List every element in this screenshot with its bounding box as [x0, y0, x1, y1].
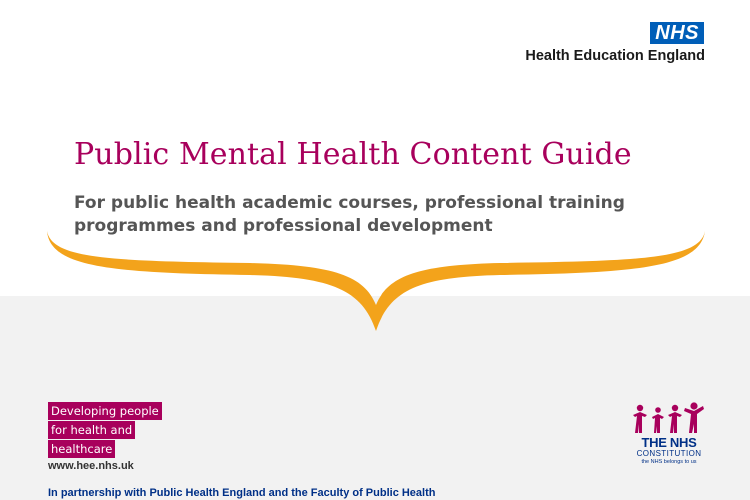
constitution-subtitle: CONSTITUTION [636, 449, 702, 458]
website-link[interactable]: www.hee.nhs.uk [48, 460, 134, 472]
tagline-line: Developing people [48, 402, 162, 420]
page-title: Public Mental Health Content Guide [74, 137, 632, 172]
brace-divider [0, 225, 750, 335]
developing-people-tag [48, 402, 162, 459]
tagline-line: for health and [48, 421, 135, 439]
constitution-figures-icon [630, 402, 706, 434]
organisation-name: Health Education England [525, 48, 705, 64]
constitution-title: THE NHS [641, 435, 697, 450]
page-subtitle: For public health academic courses, professional training programmes and professional development [74, 193, 625, 236]
partnership-text: In partnership with Public Health England and the Faculty of Public Health [48, 487, 436, 499]
nhs-constitution-logo [630, 402, 708, 466]
tagline-line: healthcare [48, 440, 115, 458]
constitution-tagline: the NHS belongs to us [641, 459, 697, 465]
nhs-logo: NHS [650, 22, 704, 44]
